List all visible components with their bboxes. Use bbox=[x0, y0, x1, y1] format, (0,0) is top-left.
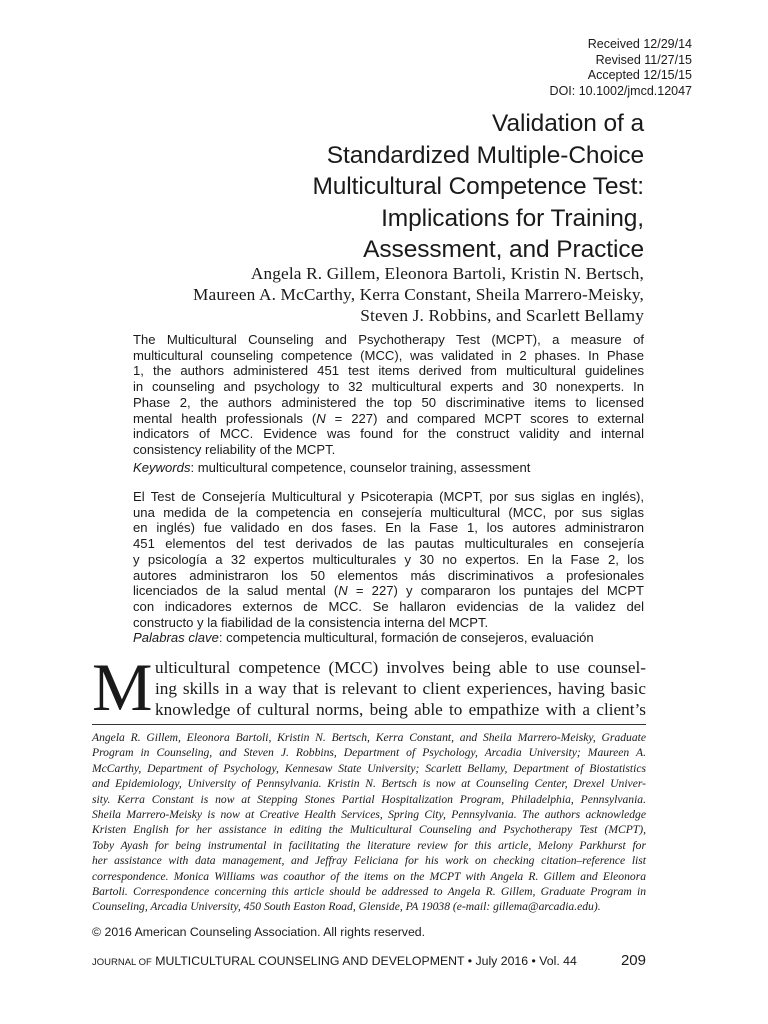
article-title bbox=[124, 108, 644, 266]
footnote-divider bbox=[92, 724, 646, 725]
revised-date: Revised 11/27/15 bbox=[595, 52, 692, 67]
footnote-line: correspondence. Monica Williams was coauthor of the items on the MCPT with Angela R. Gillem and Eleonora bbox=[92, 869, 646, 883]
author-line: Steven J. Robbins, and Scarlett Bellamy bbox=[360, 306, 644, 325]
footnote-line: Counseling, Arcadia University, 450 South Easton Road, Glenside, PA 19038 (e-mail: gillema@arcadia.edu). bbox=[92, 900, 601, 914]
title-line: Validation of a bbox=[492, 110, 644, 137]
abstract-text: licenciados de la salud mental ( bbox=[133, 583, 339, 599]
abstract-line: en inglés) fue validado en dos fases. En la Fase 1, los autores administraron bbox=[133, 520, 644, 536]
page-number: 209 bbox=[620, 952, 646, 969]
abstract-line: 1, the authors administered 451 test items derived from multicultural guidelines bbox=[133, 363, 644, 379]
abstract-line: El Test de Consejería Multicultural y Psicoterapia (MCPT, por sus siglas en inglés), bbox=[133, 489, 644, 504]
body-line: knowledge of cultural norms, being able to empathize with a client’s bbox=[155, 700, 646, 719]
body-paragraph bbox=[92, 649, 646, 725]
footnote-line: Bartoli. Correspondence concerning this article should be addressed to Angela R. Gillem, Graduate Program in bbox=[92, 885, 646, 899]
author-line: Maureen A. McCarthy, Kerra Constant, Sheila Marrero-Meisky, bbox=[193, 285, 644, 304]
abstract-line bbox=[133, 583, 644, 599]
keywords-spanish bbox=[133, 630, 644, 646]
abstract-line: in counseling and psychology to 32 multicultural experts and 30 nonexperts. In bbox=[133, 379, 644, 395]
accepted-date: Accepted 12/15/15 bbox=[587, 68, 692, 83]
footnote-line: Toby Ayash for being instrumental in facilitating the literature review for this article, Melony Parkhurst for bbox=[92, 838, 646, 852]
publication-info bbox=[472, 37, 692, 99]
keywords-text: : competencia multicultural, formación de consejeros, evaluación bbox=[218, 630, 594, 645]
journal-prefix: JOURNAL OF bbox=[92, 957, 152, 968]
abstract-spanish bbox=[133, 489, 644, 630]
sample-size-symbol: N bbox=[338, 583, 348, 599]
abstract-line: y psicología a 32 expertos multiculturales y 30 no expertos. En la Fase 2, los bbox=[133, 551, 644, 567]
journal-citation bbox=[92, 954, 577, 968]
doi: DOI: 10.1002/jmcd.12047 bbox=[549, 83, 692, 98]
title-line: Implications for Training, bbox=[381, 204, 644, 232]
abstract-line: 451 elementos del test derivados de las pautas multiculturales en consejería bbox=[133, 536, 644, 552]
body-lines bbox=[155, 657, 646, 720]
issue-info: • July 2016 • Vol. 44 bbox=[464, 954, 577, 968]
running-footer bbox=[92, 954, 646, 972]
author-note bbox=[92, 730, 646, 915]
footnote-line: and Epidemiology, University of Pennsylvania. Kristin N. Bertsch is now at Counseling Center, Drexel Univer- bbox=[92, 777, 646, 791]
keywords-text: : multicultural competence, counselor training, assessment bbox=[190, 460, 531, 475]
author-line: Angela R. Gillem, Eleonora Bartoli, Kristin N. Bertsch, bbox=[250, 264, 644, 283]
footnote-line: Kristen English for her assistance in editing the Multicultural Counseling and Psychotherapy Test (MCPT), bbox=[92, 823, 646, 837]
journal-name: MULTICULTURAL COUNSELING AND DEVELOPMENT bbox=[151, 954, 465, 968]
keywords-english bbox=[133, 460, 644, 476]
abstract-line: con indicadores externos de MCC. Se hallaron evidencias de la validez del bbox=[133, 598, 644, 614]
abstract-text: = 227) and compared MCPT scores to external bbox=[325, 410, 644, 426]
footnote-line: Angela R. Gillem, Eleonora Bartoli, Kristin N. Bertsch, Kerra Constant, and Sheila Marrero-Meisky, Graduate bbox=[92, 731, 646, 744]
abstract-text: = 227) y compararon los puntajes del MCPT bbox=[347, 583, 644, 599]
abstract-line: consistency reliability of the MCPT. bbox=[133, 441, 336, 457]
abstract-line: The Multicultural Counseling and Psychotherapy Test (MCPT), a measure of bbox=[133, 332, 644, 347]
keywords-label: Keywords bbox=[133, 460, 191, 475]
abstract-line: multicultural counseling competence (MCC), was validated in 2 phases. In Phase bbox=[133, 347, 644, 363]
title-line: Assessment, and Practice bbox=[363, 236, 644, 263]
abstract-line: Phase 2, the authors administered the top 50 discriminative items to licensed bbox=[133, 394, 644, 410]
abstract-english bbox=[133, 332, 644, 458]
body-line: ing skills in a way that is relevant to client experiences, having basic bbox=[155, 679, 646, 698]
keywords-label: Palabras clave bbox=[133, 630, 219, 645]
abstract-line: constructo y la fiabilidad de la consistencia interna del MCPT. bbox=[133, 614, 489, 630]
sample-size-symbol: N bbox=[316, 410, 326, 426]
footnote-line: her assistance with data management, and Jeffray Feliciana for his work on checking citation–reference list bbox=[92, 854, 646, 868]
footnote-line: Program in Counseling, and Steven J. Robbins, Department of Psychology, Arcadia University; Maureen A. bbox=[92, 746, 646, 760]
footnote-line: McCarthy, Department of Psychology, Kennesaw State University; Scarlett Bellamy, Department of Biostatistics bbox=[92, 761, 646, 775]
title-line: Standardized Multiple-Choice bbox=[326, 141, 644, 169]
footnote-line: sity. Kerra Constant is now at Stepping Stones Partial Hospitalization Program, Philadelphia, Pennsylvania. bbox=[92, 792, 646, 806]
received-date: Received 12/29/14 bbox=[587, 37, 692, 51]
abstract-line bbox=[133, 411, 644, 427]
abstract-line: indicators of MCC. Evidence was found for the construct validity and internal bbox=[133, 426, 644, 442]
body-line: ulticultural competence (MCC) involves being able to use counsel- bbox=[155, 658, 646, 677]
footnote-line: Sheila Marrero-Meisky is now at Creative Health Services, Spring City, Pennsylvania. The authors acknowledge bbox=[92, 808, 646, 822]
abstract-line: una medida de la competencia en consejería multicultural (MCC, por sus siglas bbox=[133, 504, 644, 520]
copyright-notice: © 2016 American Counseling Association. All rights reserved. bbox=[92, 925, 426, 939]
author-list bbox=[44, 263, 644, 326]
title-line: Multicultural Competence Test: bbox=[312, 173, 644, 200]
abstract-line: autores administraron los 50 elementos más discriminativos a profesionales bbox=[133, 567, 644, 583]
abstract-text: mental health professionals ( bbox=[133, 410, 317, 426]
drop-cap: M bbox=[92, 649, 153, 725]
